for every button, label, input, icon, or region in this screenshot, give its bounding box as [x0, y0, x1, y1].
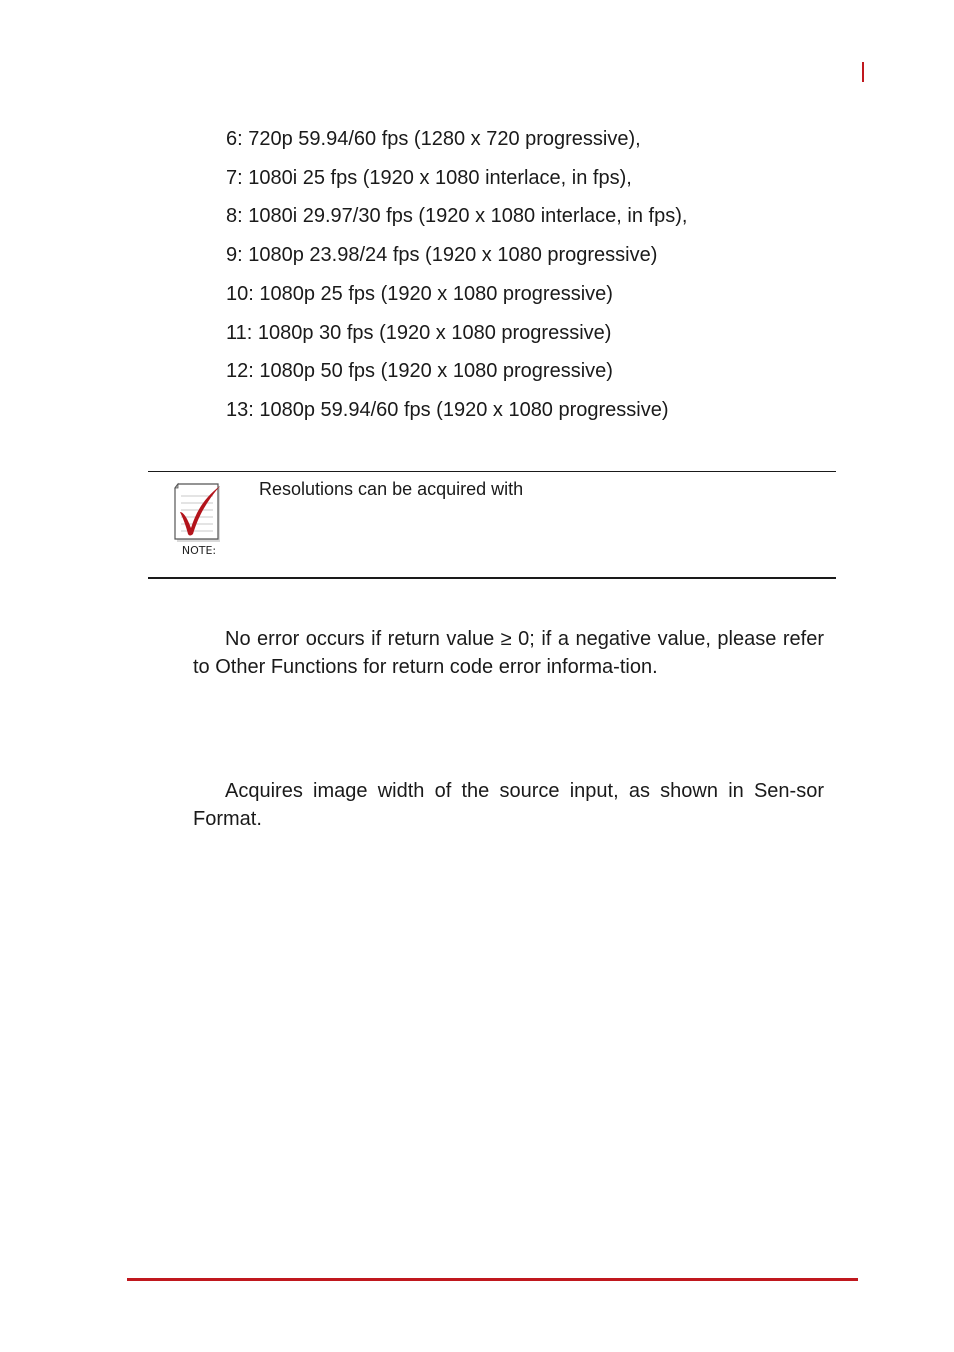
list-item: 8: 1080i 29.97/30 fps (1920 x 1080 interlace, in fps),: [226, 205, 688, 228]
footer-divider: [127, 1278, 858, 1281]
description-paragraph: Acquires image width of the source input, as shown in Sen-sor Format.: [193, 780, 824, 830]
note-label: NOTE:: [181, 544, 217, 557]
list-item: 11: 1080p 30 fps (1920 x 1080 progressive): [226, 321, 612, 344]
list-item: 12: 1080p 50 fps (1920 x 1080 progressive): [226, 360, 613, 383]
list-item: 9: 1080p 23.98/24 fps (1920 x 1080 progressive): [226, 244, 658, 267]
return-value-paragraph: No error occurs if return value ≥ 0; if a negative value, please refer to Other Functions for return code error informa-tion.: [193, 628, 824, 678]
list-item: 10: 1080p 25 fps (1920 x 1080 progressive): [226, 282, 613, 305]
list-item: 6: 720p 59.94/60 fps (1280 x 720 progressive),: [226, 128, 641, 150]
header-accent-mark: [862, 62, 864, 82]
video-mode-list: [226, 120, 687, 430]
list-item: 13: 1080p 59.94/60 fps (1920 x 1080 progressive): [226, 398, 669, 421]
note-top-divider: [148, 471, 836, 472]
list-item: 7: 1080i 25 fps (1920 x 1080 interlace, in fps),: [226, 166, 632, 189]
note-bottom-divider: [148, 577, 836, 579]
note-text: Resolutions can be acquired with: [259, 479, 524, 499]
